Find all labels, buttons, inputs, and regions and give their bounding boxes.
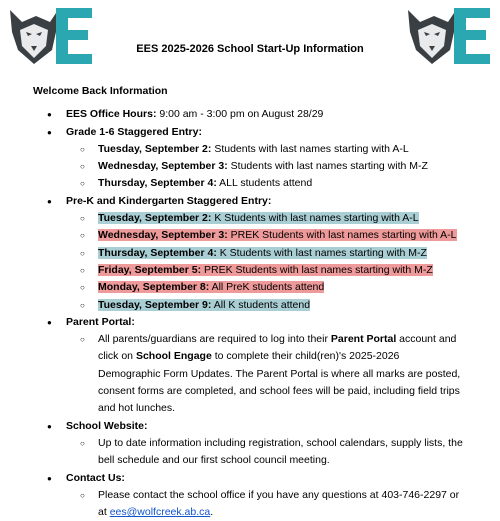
list-item: ○ Up to date information including registration, school calendars, supply lists, the bell schedule and our first school council meeting. (33, 435, 463, 470)
list-item: ○ Wednesday, September 3: Students with last names starting with M-Z (33, 158, 463, 175)
letter-e-icon (56, 8, 92, 64)
grade-entry-sublist (66, 141, 463, 193)
prek-entry-item: ● Pre-K and Kindergarten Staggered Entry: ○ Tuesday, September 2: K Students with last names starting with A-L ○ Wednesday, September 3: PREK Students with last names starting with A-L ○ Thursday, September 4: K Students with last names starting with M-Z ○ Friday, September 5: PREK Students with last names starting with M-Z ○ Monday, September 8: All PreK students attend ○ Tuesday, September 9: All K students attend (33, 193, 463, 314)
letter-e-icon (454, 8, 490, 64)
wolf-head-icon (10, 10, 58, 64)
office-hours-item: ● EES Office Hours: 9:00 am - 3:00 pm on August 28/29 (33, 106, 463, 123)
school-logo-right (404, 2, 492, 68)
list-item: ○ All parents/guardians are required to log into their Parent Portal account and click on School Engage to complete their child(ren)'s 2025-2026 Demographic Form Updates. The Parent Portal is where all marks are posted, consent forms are completed, and school fees will be paid, including field trips and hot lunches. (33, 331, 463, 417)
highlighted-text: Monday, September 8: All PreK students attend (98, 281, 325, 294)
list-item (33, 297, 463, 314)
highlighted-text: Thursday, September 4: K Students with last names starting with M-Z (98, 246, 427, 259)
page-title: EES 2025-2026 School Start-Up Information (136, 43, 364, 55)
prek-entry-sublist (66, 210, 463, 314)
school-logo-left (6, 2, 94, 68)
list-item (33, 210, 463, 227)
list-item (33, 227, 463, 244)
list-item (33, 262, 463, 279)
contact-item: ● Contact Us: ○ Please contact the school office if you have any questions at 403-746-2297 or at ees@wolfcreek.ab.ca. (33, 470, 463, 521)
parent-portal-sublist (66, 331, 463, 417)
list-item (33, 279, 463, 296)
website-sublist (66, 435, 463, 470)
info-list (33, 106, 463, 521)
list-item: ○ Tuesday, September 2: Students with last names starting with A-L (33, 141, 463, 158)
section-heading: Welcome Back Information (33, 85, 168, 97)
list-item: ○ Thursday, September 4: ALL students attend (33, 175, 463, 192)
grade-entry-item: ● Grade 1-6 Staggered Entry: ○ Tuesday, September 2: Students with last names starting with A-L ○ Wednesday, September 3: Students with last names starting with M-Z ○ Thursday, September 4: ALL students attend (33, 124, 463, 193)
highlighted-text: Tuesday, September 2: K Students with last names starting with A-L (98, 212, 419, 225)
list-item (33, 245, 463, 262)
email-link[interactable]: ees@wolfcreek.ab.ca (109, 506, 211, 519)
parent-portal-item: ● Parent Portal: ○ All parents/guardians are required to log into their Parent Portal account and click on School Engage to complete their child(ren)'s 2025-2026 Demographic Form Updates. The Parent Portal is where all marks are posted, consent forms are completed, and school fees will be paid, including field trips and hot lunches. (33, 314, 463, 418)
wolf-head-icon (408, 10, 456, 64)
highlighted-text: Wednesday, September 3: PREK Students with last names starting with A-L (98, 229, 457, 242)
document-body (33, 83, 463, 521)
contact-sublist (66, 487, 463, 521)
highlighted-text: Tuesday, September 9: All K students attend (98, 298, 311, 311)
website-item: ● School Website: ○ Up to date information including registration, school calendars, supply lists, the bell schedule and our first school council meeting. (33, 418, 463, 470)
list-item: ○ Please contact the school office if you have any questions at 403-746-2297 or at ees@wolfcreek.ab.ca. (33, 487, 463, 521)
highlighted-text: Friday, September 5: PREK Students with last names starting with M-Z (98, 263, 433, 276)
